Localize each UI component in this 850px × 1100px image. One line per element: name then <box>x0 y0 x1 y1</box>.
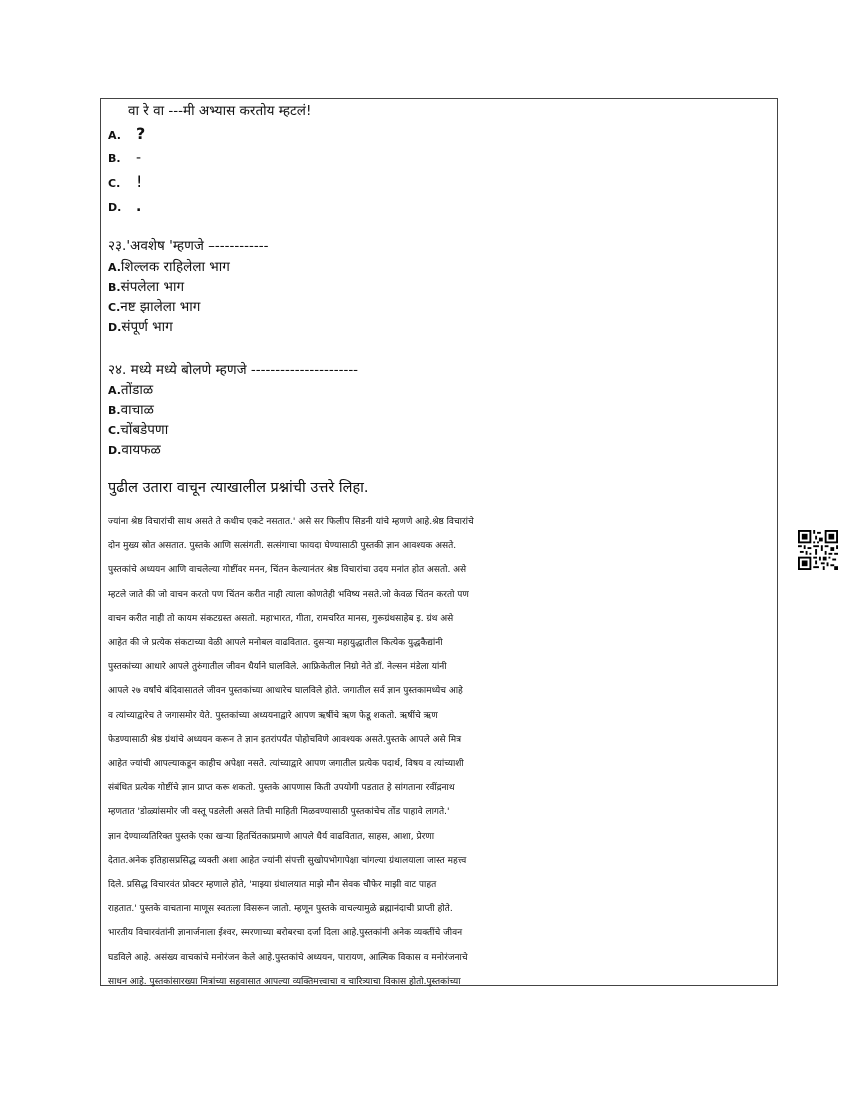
option-mark: - <box>136 150 142 166</box>
passage-line: संबंधित प्रत्येक गोष्टींचे ज्ञान प्राप्त करू शकतो. पुस्तके आपणास किती उपयोगी पडतात हे सांगताना रवींद्रनाथ <box>108 783 455 794</box>
passage-line: व त्यांच्याद्वारेच ते जगासमोर येते. पुस्तकांच्या अध्ययनाद्वारे आपण ऋषींचे ऋण फेडू शकतो. ऋषींचे ऋण <box>108 710 438 721</box>
question-23: २३.'अवशेष 'म्हणजे –----------- <box>108 238 269 254</box>
option-text: वायफळ <box>121 442 161 458</box>
option-c <box>108 172 142 194</box>
passage-line: वाचन करीत नाही तो कायम संकटग्रस्त असतो. महाभारत, गीता, रामचरित मानस, गुरूग्रंथसाहेब इ. ग्रंथ असे <box>108 613 454 624</box>
option-letter: A. <box>108 261 121 274</box>
option-letter: B. <box>108 404 121 417</box>
option-text: तोंडाळ <box>120 382 154 398</box>
passage-line: घडविले आहे. असंख्य वाचकांचे मनोरंजन केले आहे.पुस्तकांचे अध्ययन, पारायण, आत्मिक विकास व मनोरंजनाचे <box>108 952 468 963</box>
option-a <box>108 124 145 146</box>
passage-line: भारतीय विचारवंतांनी ज्ञानार्जनाला ईश्वर, स्मरणाच्या बरोबरचा दर्जा दिला आहे.पुस्तकांनी अनेक व्यक्तींचे जीवन <box>108 928 463 939</box>
option-letter: D. <box>108 321 122 334</box>
passage-line: पुस्तकांच्या आधारे आपले तुरुंगातील जीवन धैर्याने घालविले. आफ्रिकेतील निग्रो नेते डॉ. नेल्सन मंडेला यांनी <box>108 662 447 673</box>
option-d <box>108 197 141 218</box>
passage-line: ज्ञान देण्याव्यतिरिक्त पुस्तके एका खऱ्या हितचिंतकाप्रमाणे आपले धैर्य वाढवितात, साहस, आशा, प्रेरणा <box>108 831 435 842</box>
q24-option-a <box>108 380 153 401</box>
option-letter: D. <box>108 444 122 457</box>
option-letter: C. <box>108 424 121 437</box>
option-text: वाचाळ <box>120 402 154 418</box>
option-letter: D. <box>108 201 122 214</box>
question-line: वा रे वा ---मी अभ्यास करतोय म्हटलं! <box>128 103 312 119</box>
question-24: २४. मध्ये मध्ये बोलणे म्हणजे ---------------------- <box>108 362 359 378</box>
passage-instruction: पुढील उतारा वाचून त्याखालील प्रश्नांची उत्तरे लिहा. <box>108 480 369 496</box>
q23-option-a <box>108 257 230 278</box>
passage-line: आहेत ज्यांची आपल्याकडून काहीच अपेक्षा नसते. त्यांच्याद्वारे आपण जगातील प्रत्येक पदार्थ, विषय व त्यांच्याशी <box>108 759 464 770</box>
option-text: संपूर्ण भाग <box>121 319 173 335</box>
option-text: शिल्लक राहिलेला भाग <box>120 259 230 275</box>
option-text: संपलेला भाग <box>120 279 185 295</box>
option-letter: C. <box>108 301 121 314</box>
passage-line: साधन आहे. पुस्तकांसारख्या मित्रांच्या सहवासात आपल्या व्यक्तिमत्त्वाचा व चारित्र्याचा विकास होतो.पुस्तकांच्या <box>108 976 461 987</box>
q24-option-b <box>108 400 154 421</box>
option-mark: ? <box>136 124 146 143</box>
passage-line: म्हटले जाते की जो वाचन करतो पण चिंतन करीत नाही त्याला कोणतेही भविष्य नसते.जो केवळ चिंतन करतो पण <box>108 589 469 600</box>
passage-line: दिले. प्रसिद्ध विचारवंत प्रोक्टर म्हणाले होते, 'माझ्या ग्रंथालयात माझे मौन सेवक चौफेर माझी वाट पाहत <box>108 880 437 891</box>
passage-line: ज्यांना श्रेष्ठ विचारांची साथ असते ते कधीच एकटे नसतात.' असे सर फिलीप सिडनी यांचे म्हणणे आहे.श्रेष्ठ विचारांचे <box>108 517 474 527</box>
q24-option-c <box>108 420 168 441</box>
passage-line: राहतात.' पुस्तके वाचताना माणूस स्वतःला विसरून जातो. म्हणून पुस्तके वाचल्यामुळे ब्रह्मानंदाची प्राप्ती होते. <box>108 904 453 915</box>
option-b <box>108 148 141 169</box>
passage-line: दोन मुख्य स्रोत असतात. पुस्तके आणि सत्संगती. सत्संगाचा फायदा घेण्यासाठी पुस्तकी ज्ञान आवश्यक असते. <box>108 541 457 552</box>
q23-option-d <box>108 317 173 338</box>
option-letter: B. <box>108 152 121 165</box>
q23-option-c <box>108 297 200 318</box>
option-mark: . <box>136 199 142 215</box>
reading-passage <box>108 510 770 994</box>
q24-option-d <box>108 440 161 461</box>
passage-line: आहेत की जे प्रत्येक संकटाच्या वेळी आपले मनोबल वाढवितात. दुसऱ्या महायुद्धातील कित्येक युद्धकैद्यांनी <box>108 638 443 649</box>
option-text: चोंबडेपणा <box>120 422 169 438</box>
passage-line: फेडण्यासाठी श्रेष्ठ ग्रंथांचे अध्ययन करून ते ज्ञान इतरांपर्यंत पोहोचविणे आवश्यक असते.पुस्तके आपले असे मित्र <box>108 734 462 745</box>
option-letter: C. <box>108 177 121 190</box>
option-mark: ! <box>136 172 143 191</box>
qr-code-icon <box>798 530 838 570</box>
passage-line: आपले २७ वर्षांचे बंदिवासातले जीवन पुस्तकांच्या आधारेच घालविले होते. जगातील सर्व ज्ञान पुस्तकामध्येच आहे <box>108 686 463 697</box>
passage-line: म्हणतात 'डोळ्यांसमोर जी वस्तू पडलेली असते तिची माहिती मिळवण्यासाठी पुस्तकांचेच तोंड पाहावे लागते.' <box>108 807 450 818</box>
q23-option-b <box>108 277 184 298</box>
passage-line: देतात.अनेक इतिहासप्रसिद्ध व्यक्ती अशा आहेत ज्यांनी संपत्ती सुखोपभोगापेक्षा चांगल्या ग्रंथालयाला जास्त महत्त्व <box>108 855 467 866</box>
passage-line: पुस्तकांचे अध्ययन आणि वाचलेल्या गोष्टींवर मनन, चिंतन केल्यानंतर श्रेष्ठ विचारांचा उदय मनांत होत असतो. असे <box>108 565 467 576</box>
option-letter: A. <box>108 129 121 142</box>
option-letter: A. <box>108 384 121 397</box>
option-letter: B. <box>108 281 121 294</box>
option-text: नष्ट झालेला भाग <box>120 299 201 315</box>
